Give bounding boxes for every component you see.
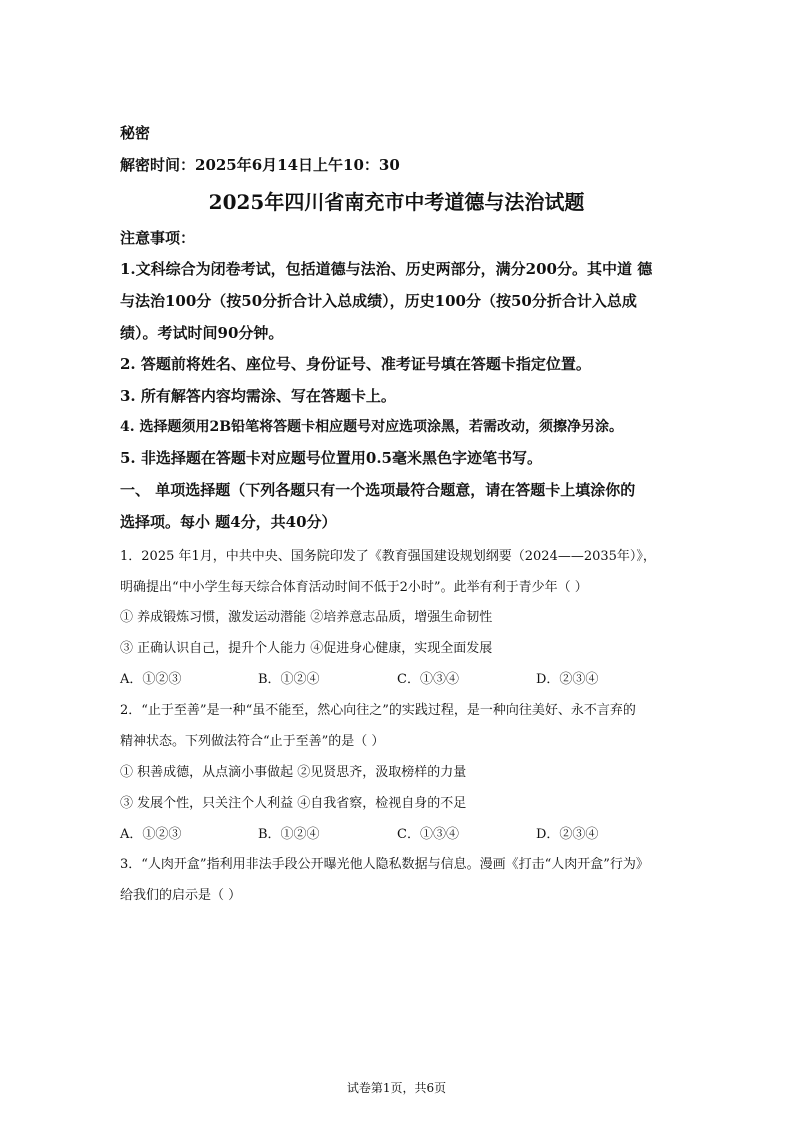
- page-footer: 试卷第1页，共6页: [346, 1081, 447, 1095]
- question-1-option-a: A．①②③: [120, 672, 182, 687]
- question-1-statements-1: ① 养成锻炼习惯，激发运动潜能 ②培养意志品质，增强生命韧性: [120, 610, 493, 625]
- question-2-option-b: B．①②④: [258, 827, 320, 842]
- question-1-option-c: C．①③④: [397, 672, 459, 687]
- question-2-stem-line-1: 2．“止于至善”是一种“虽不能至，然心向往之”的实践过程，是一种向往美好、永不言弃的: [120, 703, 636, 718]
- notice-item-3: 3. 所有解答内容均需涂、写在答题卡上。: [120, 387, 396, 405]
- question-2-statements-1: ① 积善成德，从点滴小事做起 ②见贤思齐，汲取榜样的力量: [120, 765, 467, 780]
- notice-item-2: 2. 答题前将姓名、座位号、身份证号、准考证号填在答题卡指定位置。: [120, 355, 591, 373]
- notice-item-1-line-3: 绩）。考试时间90分钟。: [120, 324, 284, 342]
- notice-item-1-line-1: 1.文科综合为闭卷考试，包括道德与法治、历史两部分，满分200分。其中道 德: [120, 260, 653, 278]
- question-1-option-d: D．②③④: [536, 672, 599, 687]
- question-1-option-b: B．①②④: [258, 672, 320, 687]
- question-1-statements-2: ③ 正确认识自己，提升个人能力 ④促进身心健康，实现全面发展: [120, 641, 493, 656]
- section-1-heading-line-1: 一、 单项选择题（下列各题只有一个选项最符合题意，请在答题卡上填涂你的: [120, 481, 636, 499]
- question-3-stem-line-1: 3．“人肉开盒”指利用非法手段公开曝光他人隐私数据与信息。漫画《打击“人肉开盒”行为》: [120, 857, 649, 872]
- page-title: 2025年四川省南充市中考道德与法治试题: [208, 190, 585, 214]
- question-2-option-a: A．①②③: [120, 827, 182, 842]
- notice-item-1-line-2: 与法治100分（按50分折合计入总成绩），历史100分（按50分折合计入总成: [120, 292, 637, 310]
- section-1-heading-line-2: 选择项。每小 题4分，共40分）: [120, 513, 337, 531]
- question-2-stem-line-2: 精神状态。下列做法符合“止于至善”的是（ ）: [120, 734, 385, 749]
- secret-label: 秘密: [120, 124, 151, 142]
- question-2-statements-2: ③ 发展个性，只关注个人利益 ④自我省察，检视自身的不足: [120, 796, 467, 811]
- question-2-option-c: C．①③④: [397, 827, 459, 842]
- notice-item-5: 5. 非选择题在答题卡对应题号位置用0.5毫米黑色字迹笔书写。: [120, 449, 542, 467]
- question-3-stem-line-2: 给我们的启示是（ ）: [120, 888, 242, 903]
- question-1-stem-line-2: 明确提出“中小学生每天综合体育活动时间不低于2小时”。此举有利于青少年（ ）: [120, 580, 588, 595]
- notice-heading: 注意事项：: [120, 229, 196, 247]
- release-time: 解密时间：2025年6月14日上午10：30: [120, 156, 400, 174]
- question-2-option-d: D．②③④: [536, 827, 599, 842]
- notice-item-4: 4. 选择题须用2B铅笔将答题卡相应题号对应选项涂黑，若需改动，须擦净另涂。: [120, 419, 624, 435]
- question-1-stem-line-1: 1．2025 年1月，中共中央、国务院印发了《教育强国建设规划纲要（2024——2035年）》，: [120, 549, 656, 564]
